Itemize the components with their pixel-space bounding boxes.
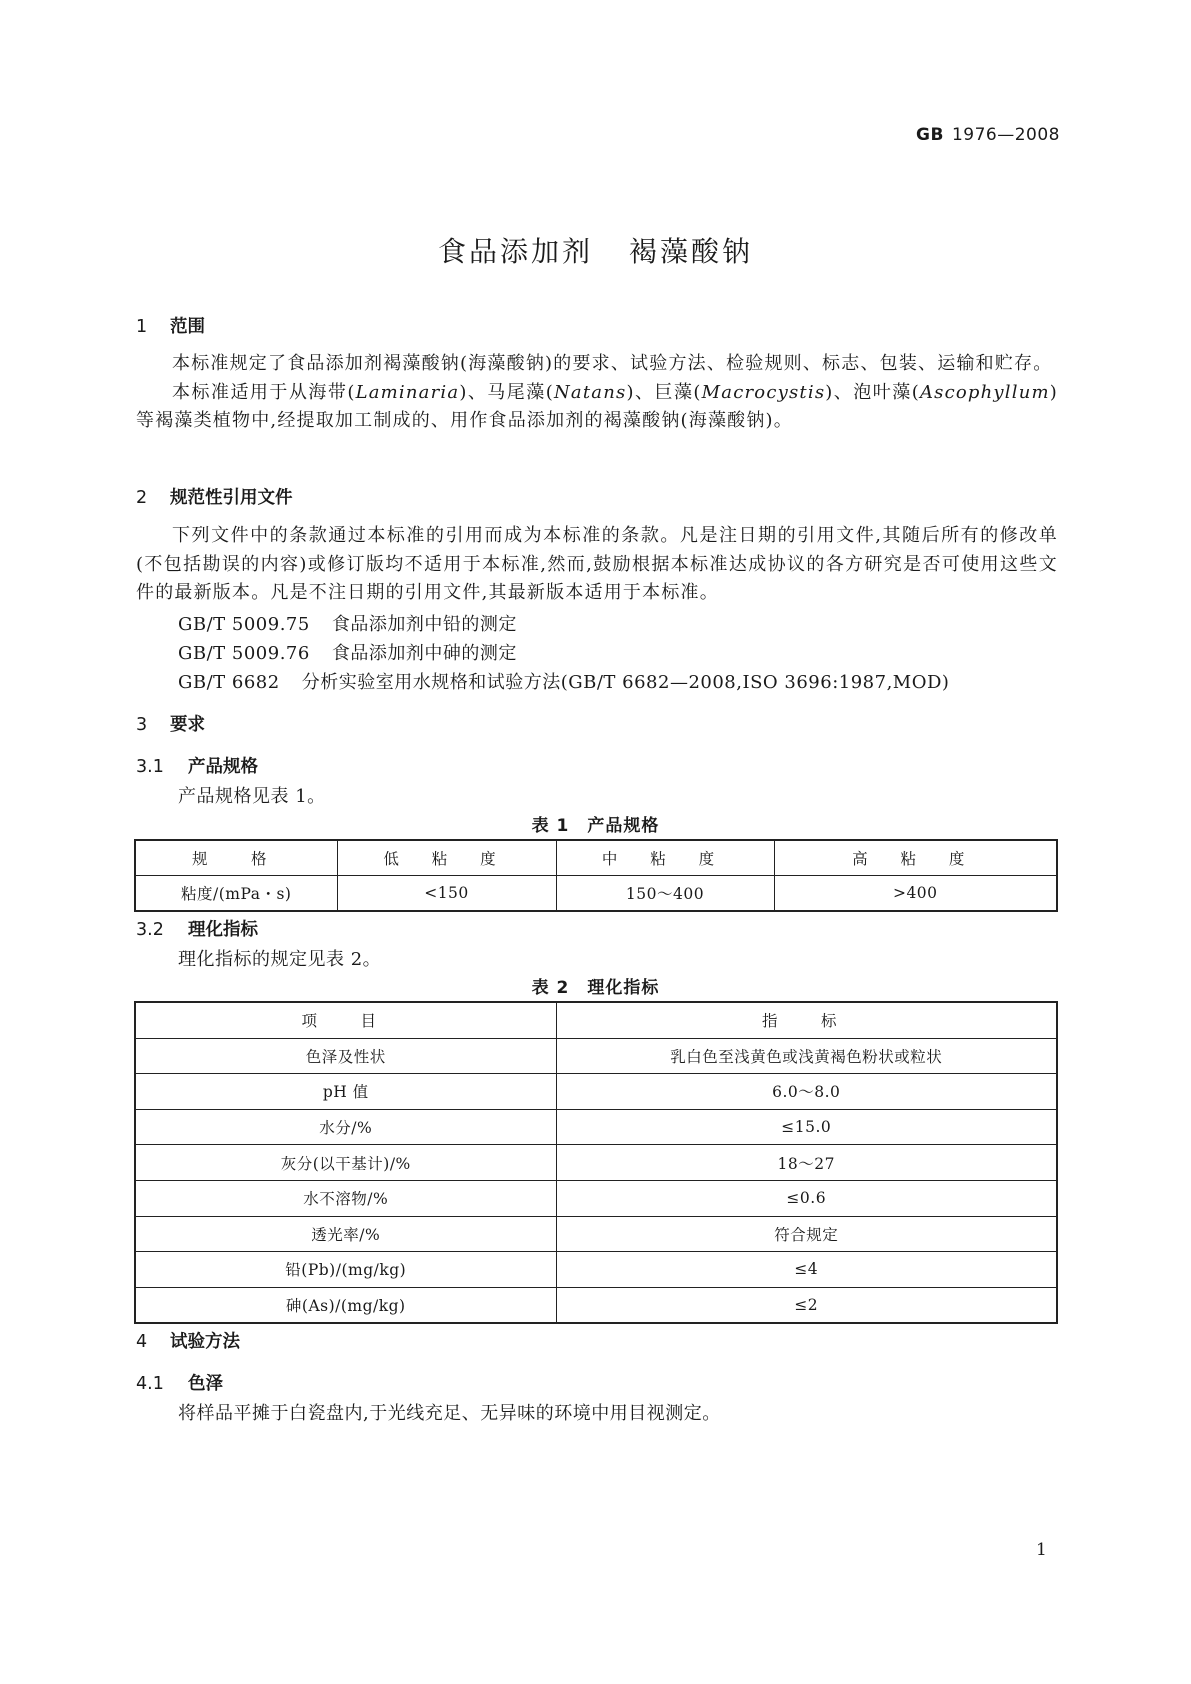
table-cell: 透光率/% <box>135 1216 556 1252</box>
table-cell: 灰分(以干基计)/% <box>135 1145 556 1181</box>
table-1-caption: 表 1 产品规格 <box>531 816 660 836</box>
table-row <box>135 876 1057 912</box>
table-row <box>135 1109 1057 1145</box>
section-4-1-text: 将样品平摊于白瓷盘内,于光线充足、无异味的环境中用目视测定。 <box>178 1403 721 1424</box>
section-1-heading <box>136 313 205 338</box>
reference-item: GB/T 6682 分析实验室用水规格和试验方法(GB/T 6682—2008,ISO 3696:1987,MOD) <box>178 672 950 693</box>
table-cell: 水不溶物/% <box>135 1180 556 1216</box>
table-cell: 铅(Pb)/(mg/kg) <box>135 1252 556 1288</box>
section-number: 3.1 <box>136 757 164 777</box>
table-cell: 粘度/(mPa・s) <box>135 876 337 912</box>
section-number: 3.2 <box>136 920 164 940</box>
table-header-row <box>135 1002 1057 1038</box>
table-header-cell: 项 目 <box>135 1002 556 1038</box>
table-row <box>135 1252 1057 1288</box>
table-cell: 砷(As)/(mg/kg) <box>135 1287 556 1323</box>
table-cell: >400 <box>774 876 1057 912</box>
section-2-heading <box>136 484 293 509</box>
table-row <box>135 1180 1057 1216</box>
section-title: 理化指标 <box>188 920 258 940</box>
page-number: 1 <box>1036 1540 1047 1560</box>
section-number: 4.1 <box>136 1374 164 1394</box>
table-row <box>135 1074 1057 1110</box>
paragraph: 本标准适用于从海带(Laminaria)、马尾藻(Natans)、巨藻(Macrocystis)、泡叶藻(Ascophyllum)等褐藻类植物中,经提取加工制成的、用作食品添加剂的褐藻酸钠(海藻酸钠)。 <box>136 381 1058 431</box>
table-cell: ≤0.6 <box>556 1180 1057 1216</box>
section-number: 2 <box>136 488 148 508</box>
section-4-1-heading <box>136 1370 223 1395</box>
standard-prefix: GB <box>916 125 944 145</box>
section-3-2-text: 理化指标的规定见表 2。 <box>178 949 382 970</box>
section-title: 要求 <box>170 715 205 735</box>
table-header-cell: 指 标 <box>556 1002 1057 1038</box>
section-2-body <box>136 522 1058 608</box>
paragraph: 本标准规定了食品添加剂褐藻酸钠(海藻酸钠)的要求、试验方法、检验规则、标志、包装、运输和贮存。 <box>172 353 1053 374</box>
section-title: 范围 <box>170 317 205 337</box>
table-cell: 18～27 <box>556 1145 1057 1181</box>
section-number: 3 <box>136 715 148 735</box>
standard-number: 1976—2008 <box>951 125 1060 145</box>
section-title: 色泽 <box>188 1374 223 1394</box>
table-cell: <150 <box>337 876 556 912</box>
table-cell: 乳白色至浅黄色或浅黄褐色粉状或粒状 <box>556 1038 1057 1074</box>
table-cell: ≤4 <box>556 1252 1057 1288</box>
standard-code <box>916 125 1060 145</box>
table-cell: 色泽及性状 <box>135 1038 556 1074</box>
section-number: 4 <box>136 1332 148 1352</box>
reference-item: GB/T 5009.75 食品添加剂中铅的测定 <box>178 614 517 635</box>
table-cell: 水分/% <box>135 1109 556 1145</box>
section-3-1-text: 产品规格见表 1。 <box>178 786 326 807</box>
section-title: 规范性引用文件 <box>170 488 293 508</box>
reference-item: GB/T 5009.76 食品添加剂中砷的测定 <box>178 643 517 664</box>
title-part2: 褐藻酸钠 <box>629 235 754 268</box>
section-title: 产品规格 <box>188 757 258 777</box>
table-header-cell: 高 粘 度 <box>774 840 1057 876</box>
table-row <box>135 1216 1057 1252</box>
section-3-1-heading <box>136 753 258 778</box>
table-header-cell: 规 格 <box>135 840 337 876</box>
section-number: 1 <box>136 317 148 337</box>
paragraph: 下列文件中的条款通过本标准的引用而成为本标准的条款。凡是注日期的引用文件,其随后所有的修改单(不包括勘误的内容)或修订版均不适用于本标准,然而,鼓励根据本标准达成协议的各方研究是否可使用这些文件的最新版本。凡是不注日期的引用文件,其最新版本适用于本标准。 <box>136 525 1058 603</box>
table-cell: 符合规定 <box>556 1216 1057 1252</box>
table-row <box>135 1145 1057 1181</box>
title-part1: 食品添加剂 <box>437 235 593 268</box>
table-row <box>135 1038 1057 1074</box>
section-title: 试验方法 <box>170 1332 240 1352</box>
table-2 <box>134 1001 1058 1324</box>
section-3-2-heading <box>136 916 258 941</box>
table-cell: pH 值 <box>135 1074 556 1110</box>
section-3-heading <box>136 711 205 736</box>
section-1-body <box>136 350 1058 436</box>
document-title <box>0 230 1191 270</box>
table-cell: ≤15.0 <box>556 1109 1057 1145</box>
table-cell: ≤2 <box>556 1287 1057 1323</box>
table-header-cell: 中 粘 度 <box>556 840 774 876</box>
table-2-caption: 表 2 理化指标 <box>531 978 660 998</box>
table-header-cell: 低 粘 度 <box>337 840 556 876</box>
section-4-heading <box>136 1328 240 1353</box>
table-cell: 6.0～8.0 <box>556 1074 1057 1110</box>
table-1 <box>134 839 1058 912</box>
table-header-row <box>135 840 1057 876</box>
table-row <box>135 1287 1057 1323</box>
table-cell: 150～400 <box>556 876 774 912</box>
